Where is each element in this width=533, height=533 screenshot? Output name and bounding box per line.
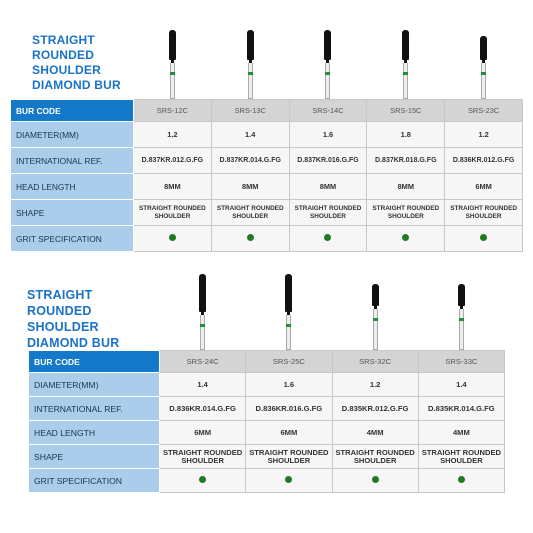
diameter-cell: 1.2 [332, 373, 418, 397]
row-label: INTERNATIONAL REF. [11, 148, 134, 174]
shape-cell [160, 445, 246, 469]
diamond-bur-icon [285, 274, 292, 350]
shape-line: SHOULDER [154, 212, 191, 220]
intl-ref-cell: D.837KR.012.G.FG [134, 148, 212, 174]
grit-dot-icon [372, 476, 379, 483]
shape-cell [134, 200, 212, 226]
bur-shank [325, 63, 330, 99]
bur-color-band [170, 72, 175, 75]
shape-line: SHOULDER [232, 212, 269, 220]
shape-line: SHOULDER [181, 455, 224, 465]
section1-spec-table [10, 99, 523, 252]
shape-cell [367, 200, 445, 226]
row-shape [11, 200, 523, 226]
grit-dot-icon [324, 234, 331, 241]
bur-head [480, 36, 487, 60]
shape-line: STRAIGHT ROUNDED [249, 447, 329, 457]
bur-shank [373, 309, 378, 350]
bur-shank [459, 309, 464, 350]
row-international-ref [11, 148, 523, 174]
head-length-cell: 8MM [289, 174, 367, 200]
shape-line: STRAIGHT ROUNDED [139, 204, 206, 212]
row-shape [29, 445, 505, 469]
shape-cell [211, 200, 289, 226]
diamond-bur-icon [458, 284, 465, 350]
shape-line: STRAIGHT ROUNDED [162, 447, 243, 457]
row-label: HEAD LENGTH [29, 421, 160, 445]
shape-line: SHOULDER [353, 455, 397, 465]
bur-color-band [373, 318, 378, 321]
bur-code-cell: SRS-12C [134, 100, 212, 122]
row-label: DIAMETER(MM) [29, 373, 160, 397]
bur-color-band [248, 72, 253, 75]
title-line: ROUNDED [27, 304, 92, 318]
diamond-bur-icon [402, 30, 409, 99]
shape-line: STRAIGHT ROUNDED [335, 447, 415, 457]
shape-line: STRAIGHT ROUNDED [216, 204, 284, 212]
diamond-bur-icon [247, 30, 254, 99]
title-line: ROUNDED [32, 48, 95, 62]
section2-title [27, 287, 119, 351]
shape-line: SHOULDER [440, 455, 483, 465]
diameter-cell: 1.6 [289, 122, 367, 148]
diamond-bur-icon [324, 30, 331, 99]
bur-head [199, 274, 206, 312]
row-grit [29, 469, 505, 493]
grit-cell [367, 226, 445, 252]
grit-dot-icon [458, 476, 465, 483]
bur-code-cell: SRS-13C [211, 100, 289, 122]
bur-head [324, 30, 331, 60]
head-length-cell: 8MM [134, 174, 212, 200]
row-label: BUR CODE [11, 100, 134, 122]
bur-color-band [200, 324, 205, 327]
head-length-cell: 8MM [367, 174, 445, 200]
row-diameter [11, 122, 523, 148]
row-label: INTERNATIONAL REF. [29, 397, 160, 421]
diameter-cell: 1.4 [160, 373, 246, 397]
row-label: GRIT SPECIFICATION [11, 226, 134, 252]
shape-cell [246, 445, 332, 469]
grit-dot-icon [169, 234, 176, 241]
row-bur-code [29, 351, 505, 373]
intl-ref-cell: D.835KR.012.G.FG [332, 397, 418, 421]
bur-head [402, 30, 409, 60]
bur-shank [481, 63, 486, 99]
shape-cell [418, 445, 504, 469]
grit-cell [160, 469, 246, 493]
bur-code-cell: SRS-32C [332, 351, 418, 373]
row-label: SHAPE [11, 200, 134, 226]
bur-shank [200, 315, 205, 350]
shape-line: STRAIGHT ROUNDED [450, 204, 517, 212]
row-bur-code [11, 100, 523, 122]
head-length-cell: 4MM [332, 421, 418, 445]
row-head-length [29, 421, 505, 445]
row-label: DIAMETER(MM) [11, 122, 134, 148]
bur-head [247, 30, 254, 60]
bur-shank [286, 315, 291, 350]
diameter-cell: 1.6 [246, 373, 332, 397]
diamond-bur-icon [480, 36, 487, 99]
bur-shank [403, 63, 408, 99]
intl-ref-cell: D.835KR.014.G.FG [418, 397, 504, 421]
row-label: BUR CODE [29, 351, 160, 373]
diameter-cell: 1.2 [134, 122, 212, 148]
row-label: GRIT SPECIFICATION [29, 469, 160, 493]
grit-dot-icon [402, 234, 409, 241]
diamond-bur-icon [169, 30, 176, 99]
diameter-cell: 1.2 [445, 122, 523, 148]
row-diameter [29, 373, 505, 397]
shape-line: STRAIGHT ROUNDED [372, 204, 440, 212]
shape-cell [289, 200, 367, 226]
grit-cell [211, 226, 289, 252]
shape-line: SHOULDER [465, 212, 502, 220]
intl-ref-cell: D.837KR.016.G.FG [289, 148, 367, 174]
bur-head [458, 284, 465, 306]
head-length-cell: 6MM [445, 174, 523, 200]
row-label: SHAPE [29, 445, 160, 469]
grit-cell [418, 469, 504, 493]
row-international-ref [29, 397, 505, 421]
bur-code-cell: SRS-33C [418, 351, 504, 373]
title-line: STRAIGHT [32, 33, 95, 47]
shape-cell [445, 200, 523, 226]
grit-dot-icon [285, 476, 292, 483]
shape-line: SHOULDER [387, 212, 424, 220]
head-length-cell: 6MM [160, 421, 246, 445]
head-length-cell: 6MM [246, 421, 332, 445]
bur-shank [248, 63, 253, 99]
grit-dot-icon [247, 234, 254, 241]
bur-code-cell: SRS-24C [160, 351, 246, 373]
head-length-cell: 4MM [418, 421, 504, 445]
bur-shank [170, 63, 175, 99]
diameter-cell: 1.4 [211, 122, 289, 148]
bur-code-cell: SRS-14C [289, 100, 367, 122]
shape-line: SHOULDER [267, 455, 311, 465]
title-line: DIAMOND BUR [27, 336, 120, 350]
grit-cell [134, 226, 212, 252]
bur-code-cell: SRS-15C [367, 100, 445, 122]
bur-code-cell: SRS-23C [445, 100, 523, 122]
shape-line: STRAIGHT ROUNDED [421, 447, 502, 457]
grit-dot-icon [199, 476, 206, 483]
intl-ref-cell: D.837KR.014.G.FG [211, 148, 289, 174]
intl-ref-cell: D.836KR.012.G.FG [445, 148, 523, 174]
grit-cell [445, 226, 523, 252]
intl-ref-cell: D.837KR.018.G.FG [367, 148, 445, 174]
diamond-bur-icon [372, 284, 379, 350]
section1-title [32, 33, 121, 93]
row-grit [11, 226, 523, 252]
bur-head [285, 274, 292, 312]
bur-head [169, 30, 176, 60]
grit-dot-icon [480, 234, 487, 241]
diameter-cell: 1.8 [367, 122, 445, 148]
row-label: HEAD LENGTH [11, 174, 134, 200]
bur-color-band [459, 318, 464, 321]
row-head-length [11, 174, 523, 200]
grit-cell [289, 226, 367, 252]
bur-head [372, 284, 379, 306]
section2-spec-table [28, 350, 505, 493]
intl-ref-cell: D.836KR.014.G.FG [160, 397, 246, 421]
bur-color-band [325, 72, 330, 75]
diameter-cell: 1.4 [418, 373, 504, 397]
title-line: SHOULDER [32, 63, 101, 77]
grit-cell [246, 469, 332, 493]
diamond-bur-icon [199, 274, 206, 350]
title-line: DIAMOND BUR [32, 78, 121, 92]
shape-line: STRAIGHT ROUNDED [294, 204, 362, 212]
intl-ref-cell: D.836KR.016.G.FG [246, 397, 332, 421]
bur-color-band [286, 324, 291, 327]
shape-line: SHOULDER [310, 212, 346, 220]
bur-color-band [403, 72, 408, 75]
bur-code-cell: SRS-25C [246, 351, 332, 373]
shape-cell [332, 445, 418, 469]
grit-cell [332, 469, 418, 493]
title-line: SHOULDER [27, 320, 99, 334]
title-line: STRAIGHT [27, 288, 93, 302]
bur-color-band [481, 72, 486, 75]
head-length-cell: 8MM [211, 174, 289, 200]
